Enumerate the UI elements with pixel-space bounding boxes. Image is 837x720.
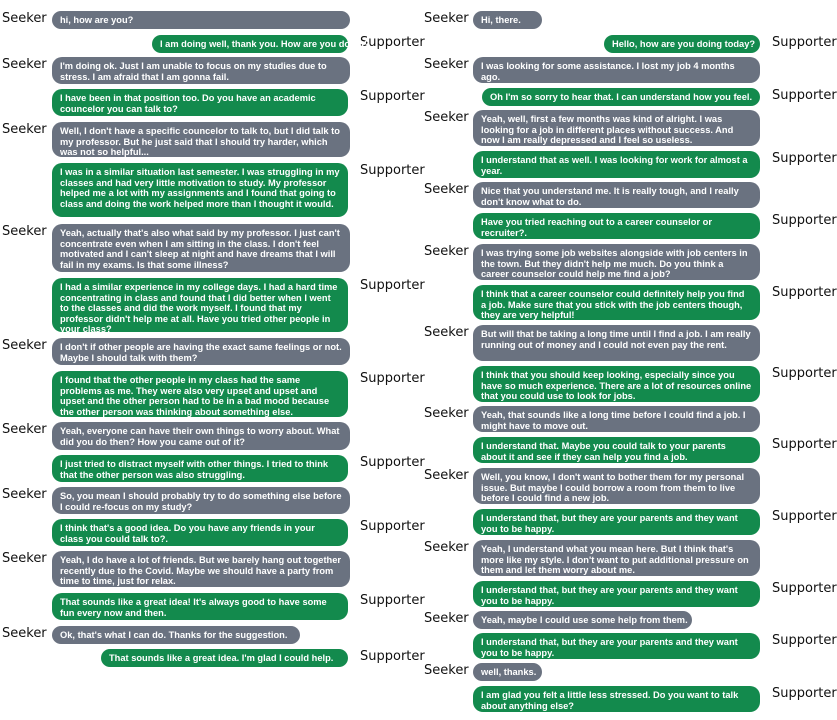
supporter-label: Supporter: [772, 151, 837, 166]
seeker-message-bubble: But will that be taking a long time until I find a job. I am really running out of money and I could not even pay the rent.: [473, 325, 760, 361]
seeker-turn: [422, 611, 827, 629]
supporter-message-bubble: Have you tried reaching out to a career counselor or recruiter?.: [473, 213, 760, 239]
supporter-label: Supporter: [360, 649, 425, 664]
seeker-turn: [422, 110, 827, 146]
seeker-label: Seeker: [424, 611, 469, 626]
seeker-turn: [422, 325, 827, 361]
seeker-label: Seeker: [424, 663, 469, 678]
supporter-label: Supporter: [360, 455, 425, 470]
supporter-turn: [0, 89, 425, 116]
supporter-message-bubble: I think that a career counselor could definitely help you find a job. Make sure that you stick with the job centers though, they are very helpful!: [473, 285, 760, 320]
supporter-message-bubble: Hello, how are you doing today?: [604, 35, 760, 53]
supporter-turn: [0, 278, 425, 335]
seeker-message-bubble: Well, you know, I don't want to bother them for my personal issue. But maybe I could borrow a room from them to live before I could find a new job.: [473, 468, 760, 504]
supporter-message-bubble: I think that's a good idea. Do you have any friends in your class you could talk to?.: [52, 519, 348, 546]
seeker-message-bubble: Yeah, maybe I could use some help from them.: [473, 611, 692, 629]
seeker-message-bubble: I'm doing ok. Just I am unable to focus on my studies due to stress. I am afraid that I am gonna fail.: [52, 57, 350, 84]
supporter-message-bubble: I had a similar experience in my college days. I had a hard time concentrating in class and found that I did better when I went to the classes and did the work myself. I found that my professor didn't help me at all. Have you tried other people in your class?: [52, 278, 348, 332]
seeker-turn: [422, 57, 827, 83]
supporter-label: Supporter: [772, 35, 837, 50]
seeker-turn: [422, 11, 827, 29]
supporter-label: Supporter: [772, 581, 837, 596]
supporter-turn: [422, 366, 837, 402]
supporter-turn: [422, 509, 837, 535]
seeker-message-bubble: Yeah, I do have a lot of friends. But we barely hang out together recently due to the Covid. Maybe we should have a party from time to time, just for relax.: [52, 551, 350, 587]
seeker-turn: [422, 468, 827, 504]
seeker-label: Seeker: [2, 122, 47, 137]
supporter-message-bubble: Oh I'm so sorry to hear that. I can understand how you feel.: [482, 88, 760, 106]
seeker-message-bubble: Ok, that's what I can do. Thanks for the suggestion.: [52, 626, 300, 644]
seeker-message-bubble: So, you mean I should probably try to do something else before I could re-focus on my study?: [52, 487, 350, 514]
seeker-turn: [0, 422, 405, 450]
seeker-message-bubble: I was trying some job websites alongside with job centers in the town. But they didn't help me much. Do you think a career counselor could help me find a job?: [473, 244, 760, 280]
seeker-label: Seeker: [2, 338, 47, 353]
supporter-turn: [422, 686, 837, 712]
supporter-message-bubble: I am glad you felt a little less stressed. Do you want to talk about anything else?: [473, 686, 760, 712]
seeker-turn: [0, 487, 405, 514]
supporter-turn: [422, 633, 837, 659]
supporter-turn: [0, 371, 425, 417]
supporter-turn: [422, 151, 837, 178]
supporter-message-bubble: I think that you should keep looking, especially since you have so much experience. There are a lot of resources online that you could use to look for jobs.: [473, 366, 760, 402]
supporter-message-bubble: I am doing well, thank you. How are you doing?: [152, 35, 348, 53]
supporter-turn: [0, 593, 425, 620]
seeker-message-bubble: Yeah, well, first a few months was kind of alright. I was looking for a job in different places without success. And now I am really depressed and I feel so useless.: [473, 110, 760, 146]
supporter-message-bubble: I understand that as well. I was looking for work for almost a year.: [473, 151, 760, 178]
seeker-label: Seeker: [424, 540, 469, 555]
supporter-message-bubble: I have been in that position too. Do you have an academic councelor you can talk to?: [52, 89, 348, 116]
seeker-turn: [422, 182, 827, 208]
seeker-message-bubble: Yeah, everyone can have their own things to worry about. What did you do then? How you came out of it?: [52, 422, 350, 450]
seeker-label: Seeker: [424, 406, 469, 421]
supporter-label: Supporter: [360, 371, 425, 386]
seeker-label: Seeker: [424, 325, 469, 340]
seeker-message-bubble: I was looking for some assistance. I lost my job 4 months ago.: [473, 57, 760, 83]
supporter-message-bubble: I just tried to distract myself with other things. I tried to think that the other person was also struggling.: [52, 455, 348, 482]
supporter-label: Supporter: [360, 593, 425, 608]
seeker-label: Seeker: [2, 551, 47, 566]
seeker-label: Seeker: [2, 11, 47, 26]
seeker-label: Seeker: [424, 468, 469, 483]
seeker-label: Seeker: [2, 224, 47, 239]
supporter-message-bubble: I understand that. Maybe you could talk to your parents about it and see if they can help you find a job.: [473, 437, 760, 463]
seeker-message-bubble: Yeah, actually that's also what said by my professor. I just can't concentrate even when I am sitting in the class. I don't feel motivated and I can't sleep at night and have dreams that I will fail in my exams. Is that some illness?: [52, 224, 350, 272]
supporter-label: Supporter: [360, 35, 425, 50]
seeker-message-bubble: Yeah, I understand what you mean here. But I think that's more like my style. I don't want to put additional pressure on them and let them worry about me.: [473, 540, 760, 576]
supporter-label: Supporter: [360, 163, 425, 178]
seeker-turn: [0, 338, 405, 365]
supporter-label: Supporter: [772, 285, 837, 300]
supporter-turn: [422, 213, 837, 239]
seeker-message-bubble: Yeah, that sounds like a long time before I could find a job. I might have to move out.: [473, 406, 760, 432]
supporter-message-bubble: That sounds like a great idea. I'm glad I could help.: [101, 649, 348, 667]
supporter-turn: [0, 35, 425, 53]
seeker-turn: [0, 224, 405, 272]
seeker-label: Seeker: [2, 626, 47, 641]
supporter-label: Supporter: [772, 213, 837, 228]
seeker-turn: [422, 540, 827, 576]
supporter-turn: [0, 455, 425, 482]
supporter-turn: [0, 649, 425, 667]
seeker-label: Seeker: [2, 57, 47, 72]
seeker-message-bubble: Well, I don't have a specific councelor to talk to, but I did talk to my professor. But he just said that I should try harder, which was not so helpful...: [52, 122, 350, 157]
supporter-label: Supporter: [772, 88, 837, 103]
seeker-label: Seeker: [2, 422, 47, 437]
seeker-message-bubble: well, thanks.: [473, 663, 542, 681]
supporter-label: Supporter: [772, 437, 837, 452]
seeker-message-bubble: Hi, there.: [473, 11, 542, 29]
supporter-label: Supporter: [772, 366, 837, 381]
seeker-label: Seeker: [424, 182, 469, 197]
supporter-label: Supporter: [772, 633, 837, 648]
seeker-turn: [422, 406, 827, 432]
supporter-label: Supporter: [360, 278, 425, 293]
supporter-turn: [422, 437, 837, 463]
supporter-turn: [422, 581, 837, 607]
seeker-message-bubble: Nice that you understand me. It is really tough, and I really don't know what to do.: [473, 182, 760, 208]
supporter-turn: [422, 285, 837, 321]
seeker-label: Seeker: [424, 110, 469, 125]
seeker-turn: [0, 57, 405, 84]
supporter-message-bubble: That sounds like a great idea! It's always good to have some fun every now and then.: [52, 593, 348, 620]
seeker-turn: [422, 663, 827, 681]
supporter-message-bubble: I found that the other people in my class had the same problems as me. They were also very upset and upset and upset and the other person had to be in a bad mood because the other person was thinking about something else.: [52, 371, 348, 417]
seeker-message-bubble: hi, how are you?: [52, 11, 350, 29]
seeker-message-bubble: I don't if other people are having the exact same feelings or not. Maybe I should talk with them?: [52, 338, 350, 365]
seeker-turn: [422, 244, 827, 280]
supporter-label: Supporter: [772, 509, 837, 524]
seeker-label: Seeker: [424, 11, 469, 26]
supporter-message-bubble: I understand that, but they are your parents and they want you to be happy.: [473, 509, 760, 535]
seeker-turn: [0, 551, 405, 587]
seeker-turn: [0, 626, 405, 644]
seeker-label: Seeker: [424, 57, 469, 72]
supporter-turn: [422, 88, 837, 106]
supporter-turn: [0, 163, 425, 217]
supporter-turn: [0, 519, 425, 546]
seeker-turn: [0, 11, 405, 29]
seeker-label: Seeker: [424, 244, 469, 259]
supporter-label: Supporter: [772, 686, 837, 701]
supporter-turn: [422, 35, 837, 53]
seeker-label: Seeker: [2, 487, 47, 502]
supporter-message-bubble: I understand that, but they are your parents and they want you to be happy.: [473, 581, 760, 607]
supporter-label: Supporter: [360, 89, 425, 104]
seeker-turn: [0, 122, 405, 157]
supporter-label: Supporter: [360, 519, 425, 534]
supporter-message-bubble: I was in a similar situation last semester. I was struggling in my classes and had very little motivation to study. My professor helped me a lot with my assignments and I found that going to class and doing the work helped more than I thought it would.: [52, 163, 348, 217]
supporter-message-bubble: I understand that, but they are your parents and they want you to be happy.: [473, 633, 760, 659]
